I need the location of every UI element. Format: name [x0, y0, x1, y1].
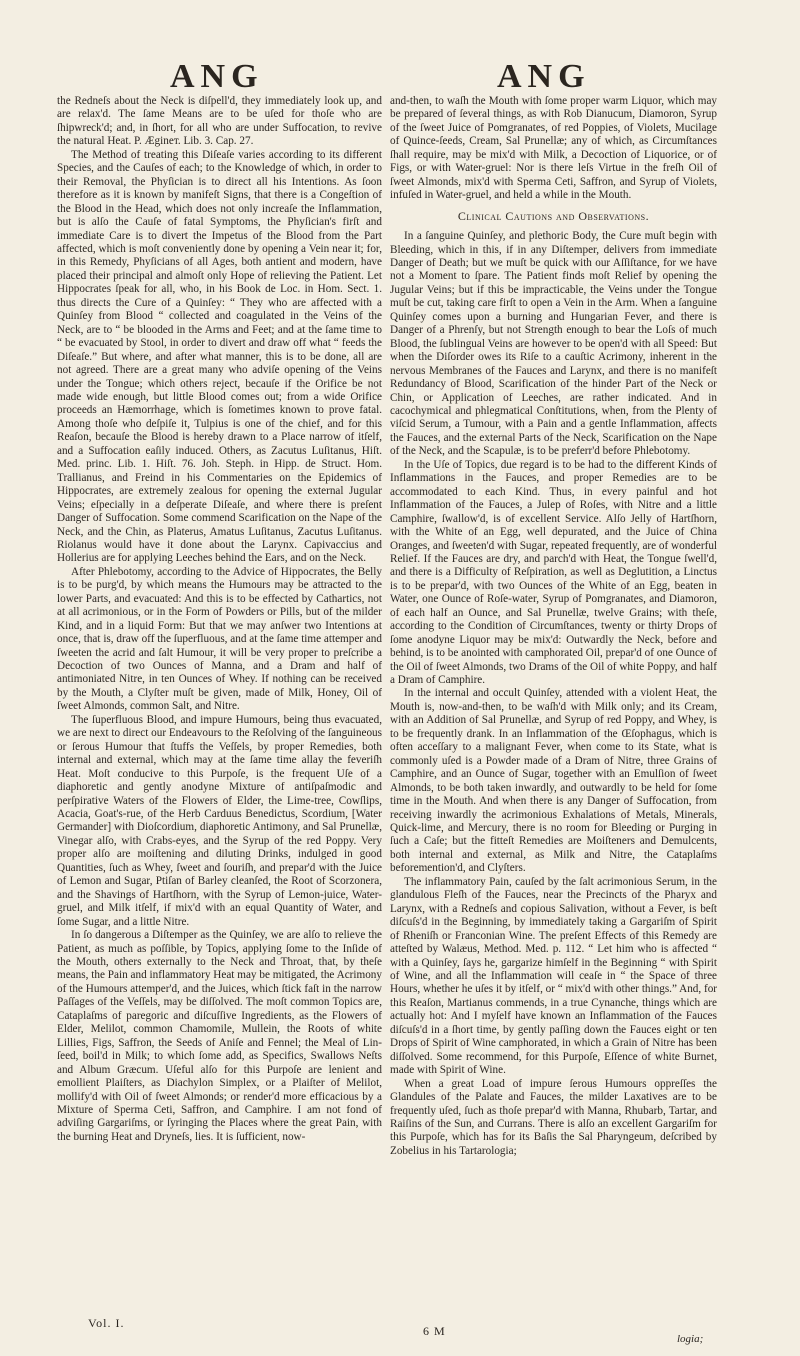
volume-label: Vol. I. [88, 1316, 125, 1330]
paragraph: In a ſanguine Quinſey, and plethoric Body, the Cure muſt begin with Bleeding, which in this, if in any Diſtemper, delivers from immediate Danger of Death; but we muſt be quick with our Aſſiſtance, for we have not a Moment to ſpare. The Patient finds moſt Relief by opening the Jugular Veins; but if this be impracticable, the Veins under the Tongue muſt be cut, taking care firſt to open a Vein in the Arm. When a ſanguine Quinſey comes upon a burning and Hungarian Fever, and there is Danger of a Phrenſy, but not Strength enough to bear the Loſs of much Blood, the ſublingual Veins are however to be open'd with all Speed: But when the Diſorder owes its Riſe to a cauſtic Acrimony, inherent in the nervous Membranes of the Fauces and Larynx, and there is no manifeſt Redundancy of Blood, Scarification of the hinder Part of the Neck or Chin, or Application of Leeches, are rather indicated. And in cacochymical and phlegmatical Conſtitutions, when, from the Plenty of viſcid Serum, a Tumour, with a Pain and a gentle Inflammation, affects the Fauces, and the external Parts of the Neck, Scarification on the Nape of the Neck, and the Scapulæ, is to be preferr'd before Phlebotomy. [390, 230, 717, 458]
paragraph: When a great Load of impure ſerous Humours oppreſſes the Glandules of the Palate and Fauces, the milder Laxatives are to be frequently uſed, ſuch as thoſe prepar'd with Manna, Rhubarb, Tartar, and Raiſins of the Sun, and Currans. There is alſo an excellent Gargariſm for this Purpoſe, which has for its Baſis the Sal Pharyngeum, deſcribed by Zobelius in his Tartarologia; [390, 1077, 717, 1157]
right-column [390, 95, 717, 1158]
left-column [57, 95, 382, 1144]
signature-mark: 6 M [423, 1324, 446, 1338]
paragraph: The ſuperfluous Blood, and impure Humours, being thus evacuated, we are next to direct our Endeavours to the Reſolving of the ſanguineous or ſerous Humour that ſtuffs the Veſſels, by proper Remedies, both internal and external, which may at the ſame time allay the feveriſh Heat. Moſt conducive to this Purpoſe, is the frequent Uſe of a diaphoretic and gently anodyne Mixture of antiſpaſmodic and perſpirative Waters of the Flowers of Elder, the Lime-tree, Cowſlips, Acacia, Goat's-rue, of the Herb Carduus Benedictus, Scordium, [Water Germander] with Dioſcordium, diaphoretic Antimony, and Sal Prunellæ, Vinegar alſo, with Crabs-eyes, and the Syrup of the red Poppy. Very proper alſo are moiſtening and diluting Drinks, indulged in good Quantities, ſuch as Whey, ſweet and ſouriſh, and prepar'd with the Juice of Lemon and Sugar, Ptiſan of Barley cleanſed, the Root of Scorzonera, and the Shavings of Hartſhorn, with the Syrup of Lemon-juice, Water-gruel, and Milk itſelf, if mix'd with an equal Quantity of Water, and ſome Sugar, and a little Nitre. [57, 713, 382, 928]
paragraph: In the internal and occult Quinſey, attended with a violent Heat, the Mouth is, now-and-then, to be waſh'd with Milk only; and its Cream, with an Addition of Sal Prunellæ, and Syrup of red Poppy, and Whey, is to be frequently drank. In an Inflammation of the Œſophagus, which is often acceſſary to a malignant Fever, when come to its State, what is commonly uſed is a Powder made of a Dram of Nitre, three Grains of Camphire, and an Ounce of Sugar, together with an Emulſion of ſweet Almonds, to be both taken inwardly, and outwardly to be held for ſome time in the Mouth. And when there is any Danger of Suffocation, from receiving inwardly the acrimonious Exhalations of Metals, Minerals, Quick-lime, and Mercury, there is no room for Bleeding or Purging in ſuch a Caſe; but the fitteſt Remedies are Moiſteners and Demulcents, both internal and external, as Milk and Nitre, the Cataplaſms beforemention'd, and Clyſters. [390, 687, 717, 875]
paragraph: In the Uſe of Topics, due regard is to be had to the different Kinds of Inflammations in the Fauces, and proper Remedies are to be accommodated to each Kind. Thus, in every painful and hot Inflammation of the Fauces, a Julep of Roſes, with Nitre and a little Camphire, ſwallow'd, is of excellent Service. Alſo Jelly of Hartſhorn, with the White of an Egg, well depurated, and the Juice of China Oranges, and ſweeten'd with Sugar, repeated frequently, are of wonderful Relief. If the Fauces are dry, and parch'd with Heat, the Tongue ſwell'd, and there is a Difficulty of Reſpiration, as well as Deglutition, a Linctus is to be prepar'd, with two Ounces of the White of an Egg, beaten in Water, one Ounce of Roſe-water, Syrup of Pomgranates, and Diamoron, of each half an Ounce, and Sal Prunellæ, twelve Grains; with theſe, according to the Condition of Circumſtances, twenty or thirty Drops of ſome anodyne Liquor may be mix'd: Outwardly the Neck, before and behind, is to be anointed with camphorated Oil, prepar'd of one Ounce of the Oil of ſweet Almonds, two Drams of the Oil of white Poppy, and half a Dram of Camphire. [390, 458, 718, 687]
paragraph: The inflammatory Pain, cauſed by the ſalt acrimonious Serum, in the glandulous Fleſh of the Fauces, near the Precincts of the Pharyx and Larynx, with a Redneſs and copious Salivation, without a Fever, is beſt diſcuſs'd in the Beginning, by immediately taking a Gargariſm of Spirit of Rheniſh or Franconian Wine. The preſent Effects of this Remedy are atteſted by Walæus, Method. Med. p. 112. “ Let him who is affected “ with a Quinſey, ſays he, gargarize himſelf in the Beginning “ with Spirit of Wine, and all the Inflammation will ceaſe in “ the Space of three Hours, whether he uſes it by itſelf, or “ mix'd with other things.” And, for this Reaſon, Martianus commends, in a true Cynanche, things which are actually hot: And I myſelf have known an Inflammation of the Fauces diſcuſs'd in a ſhort time, by gently paſſing down the Fauces eight or ten Drops of Spirit of Wine camphorated, in which a Grain of Nitre has been diſſolved. Some recommend, for this Purpoſe, Eſſence of white Burnet, made with Spirit of Wine. [390, 875, 718, 1077]
paragraph: the Redneſs about the Neck is diſpell'd, they immediately look up, and are relax'd. The ſame Means are to be uſed for thoſe who are ſhipwreck'd; and, in ſhort, for all who are under Suffocation, to revive the natural Heat. P. Ægineт. Lib. 3. Cap. 27. [57, 95, 382, 148]
catchword: logia; [677, 1333, 704, 1345]
running-head-left: ANG [170, 58, 264, 95]
paragraph: The Method of treating this Diſeaſe varies according to its different Species, and the Cauſes of each; to the Knowledge of which, in order to their Removal, the Phyſician is to direct all his Intentions. As ſoon therefore as it is known by manifeſt Signs, that there is a Congeſtion of the Blood in the Head, which does not only increaſe the Inflammation, but is alſo the Cauſe of fatal Symptoms, the Phyſician's firſt and immediate Care is to divert the Impetus of the Blood from the Part affected, which is moſt conveniently done by opening a Vein near it; for, in this Remedy, Phyſicians of all Ages, both antient and modern, have placed their principal and almoſt only Hope of relieving the Patient. Let Hippocrates ſpeak for all, who, in his Book de Loc. in Hom. Sect. 1. thus directs the Cure of a Quinſey: “ They who are affected with a Quinſey from Blood “ collected and coagulated in the Veins of the Neck, are to “ be blooded in the Arms and Feet; and at the ſame time to “ be evacuated by Stool, in order to divert and draw off what “ feeds the Diſeaſe.” But where, and after what manner, this is to be done, all are not agreed. There are a great many who adviſe opening of the Veins under the Tongue; which others reject, becauſe if the Orifice be not made wide enough, but little Blood comes out; from a wide Orifice proceeds an Hæmorrhage, which is ſometimes known to prove fatal. Among thoſe who deſpiſe it, Tulpius is one of the chief, and for this Reaſon, becauſe the Blood is hereby drawn to a Place narrow of itſelf, and a Suffocation eaſily induced. Others, as Zacutus Luſitanus, Hiſt. Med. princ. Lib. 1. Hiſt. 76. Joh. Steph. in Hipp. de Struct. Hom. Trallianus, and Freind in his Commentaries on the Epidemics of Hippocrates, are extremely zealous for opening the external Jugular Veins; eſpecially in a deſperate Diſeaſe, and where there is preſent Danger of Suffocation. Some commend Scarification on the Nape of the Neck, and the Chin, as Platerus, Amatus Luſitanus, Zacutus Luſitanus. Riolanus would have it done about the Larynx. Capivaccius and Hollerius are for applying Leeches behind the Ears, and on the Neck. [57, 148, 382, 565]
running-head-right: ANG [497, 58, 591, 95]
paragraph: After Phlebotomy, according to the Advice of Hippocrates, the Belly is to be purg'd, by which means the Humours may be attracted to the lower Parts, and evacuated: And this is to be effected by Cathartics, not at all acrimonious, or in the Form of Powders or Pills, but of the milder Kind, and in a liquid Form: But that we may anſwer two Intentions at once, that is, draw off the ſuperfluous, and at the ſame time attemper and ſweeten the acrid and ſalt Humour, it will be very proper to preſcribe a Decoction of two Ounces of Manna, and a Dram and half of antimoniated Nitre, in ten Ounces of Whey. If nothing can be received by the Mouth, a Clyſter muſt be given, made of Milk, Honey, Oil of ſweet Almonds, common Salt, and Nitre. [57, 565, 382, 713]
paragraph: and-then, to waſh the Mouth with ſome proper warm Liquor, which may be prepared of ſeveral things, as with Rob Dianucum, Diamoron, Syrup of the ſweet Juice of Pomgranates, of red Poppies, of Violets, Mucilage of Quince-ſeeds, Cream, Sal Prunellæ; any of which, as Circumſtances ſhall require, may be mix'd with Milk, a Decoction of Liquorice, or of Figs, or with Water-gruel: Nor is there leſs Virtue in the freſh Oil of ſweet Almonds, mix'd with Sperma Ceti, Saffron, and Syrup of Violets, infuſed in Water-gruel, and held a while in the Mouth. [390, 95, 717, 202]
paragraph: In ſo dangerous a Diſtemper as the Quinſey, we are alſo to relieve the Patient, as much as poſſible, by Topics, applying ſome to the Inſide of the Mouth, others externally to the Neck and Throat, that, by theſe means, the Pain and inflammatory Heat may be mitigated, the Acrimony of the Humours attemper'd, and the Juices, which ſtick faſt in the narrow Paſſages of the Veſſels, may be diſſolved. The moſt common Topics are, Cataplaſms of paregoric and diſcuſſive Ingredients, as the Flowers of Elder, Melilot, common Chamomile, Mullein, the Roots of white Lillies, Figs, Saffron, the Seeds of Aniſe and Fennel; the Meal of Lin-ſeed, boil'd in Milk; to which ſome add, as Specifics, Swallows Neſts and Album Græcum. Uſeful alſo for this Purpoſe are lenient and emollient Plaiſters, as Diachylon Simplex, or a Plaiſter of Melilot, mollify'd with Oil of ſweet Almonds; or render'd more efficacious by a Mixture of Sperma Ceti, Saffron, and Camphire. I am not fond of adviſing Gargariſms, or ſyringing the Places where the great Pain, with the burning Heat and Dryneſs, lies. It is ſufficient, now- [57, 929, 382, 1143]
section-heading: Clinical Cautions and Observations. [457, 208, 650, 223]
